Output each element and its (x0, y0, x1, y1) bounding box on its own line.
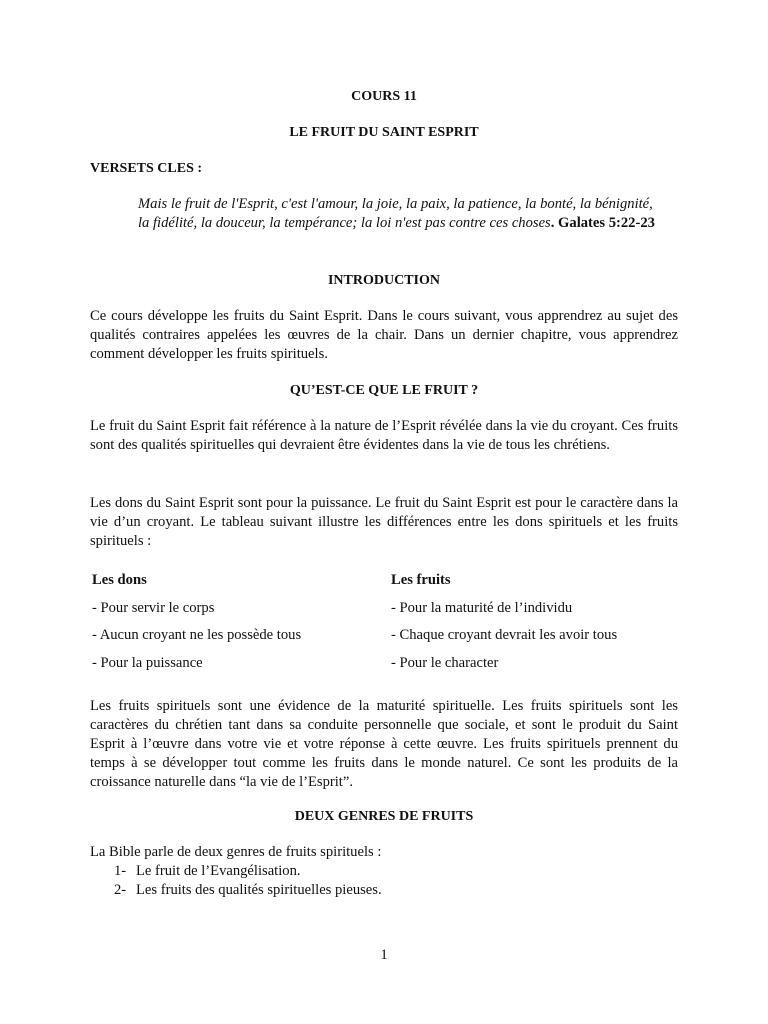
key-verse-text: Mais le fruit de l'Esprit, c'est l'amour, la joie, la paix, la patience, la bonté, la bénignité, la fidélité, la douceur, la tempérance; la loi n'est pas contre ces choses (138, 196, 653, 231)
list-item-number: 2- (114, 882, 127, 898)
list-item (90, 862, 678, 881)
introduction-heading: INTRODUCTION (327, 273, 440, 288)
what-is-fruit-paragraph-3: Les fruits spirituels sont une évidence de la maturité spirituelle. Les fruits spirituels sont les caractères du chrétien tant dans sa conduite personnelle que sociale, et sont le produit du Saint Esprit à l’œuvre dans votre vie et votre réponse à cette œuvre. Les fruits spirituels prennent du temps à se développer tout comme les fruits dans le monde naturel. Ce sont les produits de la croissance naturelle dans “la vie de l’Esprit”. (90, 698, 678, 790)
two-kinds-heading: DEUX GENRES DE FRUITS (294, 809, 474, 824)
what-is-fruit-heading: QU’EST-CE QUE LE FRUIT ? (289, 383, 479, 398)
table-cell-gift: - Aucun croyant ne les possède tous (92, 627, 302, 643)
table-cell-fruit: - Pour la maturité de l’individu (391, 599, 573, 616)
list-item-text: Les fruits des qualités spirituelles pieuses. (136, 882, 382, 898)
list-item-number: 1- (114, 863, 127, 879)
table-row (92, 654, 678, 682)
what-is-fruit-paragraph-1: Le fruit du Saint Esprit fait référence à la nature de l’Esprit révélée dans la vie du croyant. Ces fruits sont des qualités spirituelles qui devraient être évidentes dans la vie de tous les chrétiens. (90, 418, 678, 453)
table-header-fruits: Les fruits (391, 572, 451, 588)
two-kinds-list (90, 843, 678, 900)
document-page (90, 0, 678, 1024)
gifts-vs-fruits-table (92, 571, 678, 681)
page-number: 1 (380, 947, 388, 963)
list-item-text: Le fruit de l’Evangélisation. (136, 863, 301, 879)
introduction-paragraph: Ce cours développe les fruits du Saint Esprit. Dans le cours suivant, vous apprendrez au sujet des qualités contraires appelées les œuvres de la chair. Dans un dernier chapitre, vous apprendrez comment développer les fruits spirituels. (90, 308, 678, 362)
table-header-row (92, 571, 678, 599)
what-is-fruit-paragraph-2: Les dons du Saint Esprit sont pour la puissance. Le fruit du Saint Esprit est pour le caractère dans la vie d’un croyant. Le tableau suivant illustre les différences entre les dons spirituels et les fruits spirituels : (90, 495, 678, 549)
table-cell-fruit: - Pour le character (391, 654, 499, 671)
table-row (92, 626, 678, 654)
table-cell-gift: - Pour la puissance (92, 654, 203, 671)
table-header-gifts: Les dons (92, 572, 147, 588)
table-cell-fruit: - Chaque croyant devrait les avoir tous (391, 627, 618, 643)
list-item (90, 881, 678, 900)
page-title: LE FRUIT DU SAINT ESPRIT (289, 125, 479, 140)
course-number: COURS 11 (351, 89, 417, 104)
two-kinds-intro: La Bible parle de deux genres de fruits spirituels : (90, 844, 382, 860)
key-verse-reference: . Galates 5:22-23 (550, 215, 655, 231)
table-cell-gift: - Pour servir le corps (92, 599, 215, 616)
table-row (92, 599, 678, 627)
key-verses-label: VERSETS CLES : (90, 161, 203, 176)
key-verse-quote (138, 195, 666, 233)
